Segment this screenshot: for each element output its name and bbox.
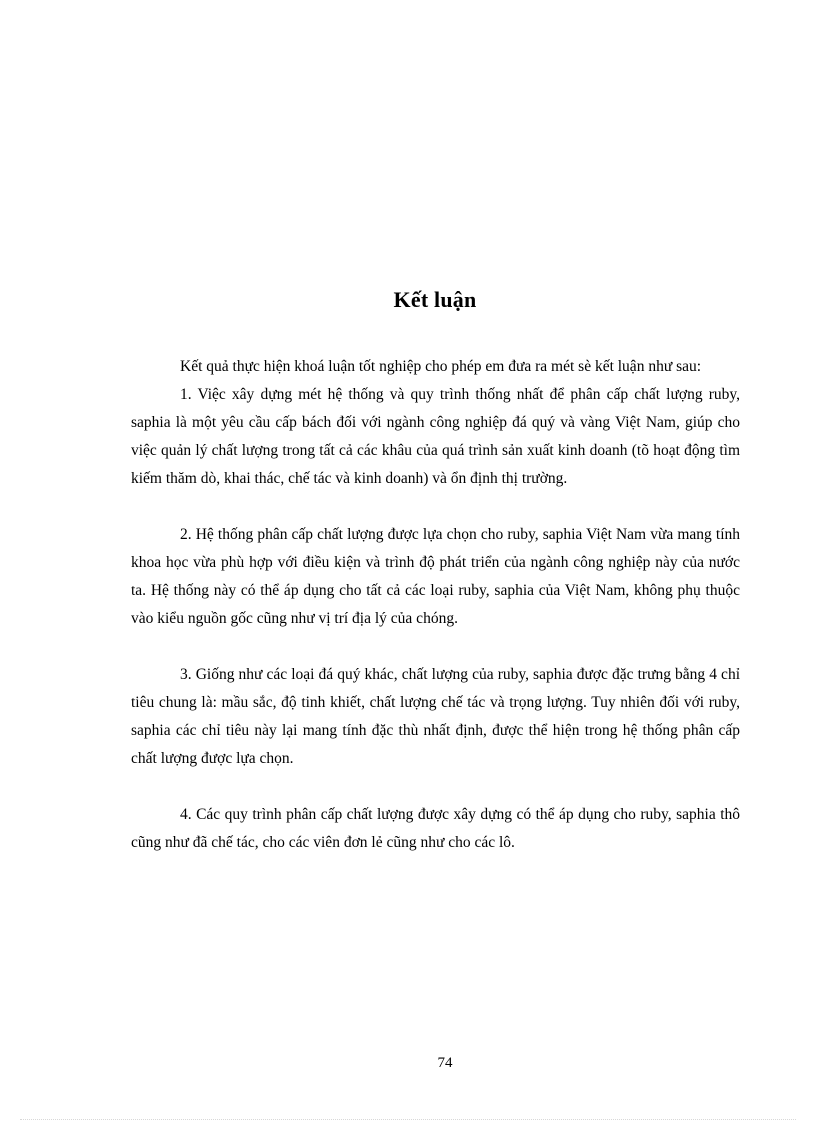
page-bottom-divider [20, 1119, 796, 1120]
conclusion-paragraph-4: 4. Các quy trình phân cấp chất lượng được xây dựng có thể áp dụng cho ruby, saphia thô cũng như đã chế tác, cho các viên đơn lẻ cũng như cho các lô. [131, 806, 740, 851]
conclusion-paragraph-1: 1. Việc xây dựng mét hệ thống và quy trình thống nhất để phân cấp chất lượng ruby, saphia là một yêu cầu cấp bách đối với ngành công nghiệp đá quý và vàng Việt Nam, giúp cho việc quản lý chất lượng trong tất cả các khâu của quá trình sản xuất kinh doanh (tõ hoạt động tìm kiếm thăm dò, khai thác, chế tác và kinh doanh) và ổn định thị trường. [131, 386, 740, 487]
intro-paragraph: Kết quả thực hiện khoá luận tốt nghiệp cho phép em đưa ra mét sè kết luận như sau: [180, 358, 702, 375]
page-title: Kết luận [393, 287, 477, 312]
page-number: 74 [437, 1055, 453, 1071]
document-body [131, 353, 740, 857]
conclusion-paragraph-2: 2. Hệ thống phân cấp chất lượng được lựa chọn cho ruby, saphia Việt Nam vừa mang tính khoa học vừa phù hợp với điều kiện và trình độ phát triển của ngành công nghiệp này của nước ta. Hệ thống này có thể áp dụng cho tất cả các loại ruby, saphia của Việt Nam, không phụ thuộc vào kiểu nguồn gốc cũng như vị trí địa lý của chóng. [131, 526, 740, 627]
conclusion-paragraph-3: 3. Giống như các loại đá quý khác, chất lượng của ruby, saphia được đặc trưng bằng 4 chỉ tiêu chung là: mầu sắc, độ tinh khiết, chất lượng chế tác và trọng lượng. Tuy nhiên đối với ruby, saphia các chỉ tiêu này lại mang tính đặc thù nhất định, được thể hiện trong hệ thống phân cấp chất lượng được lựa chọn. [131, 666, 740, 767]
